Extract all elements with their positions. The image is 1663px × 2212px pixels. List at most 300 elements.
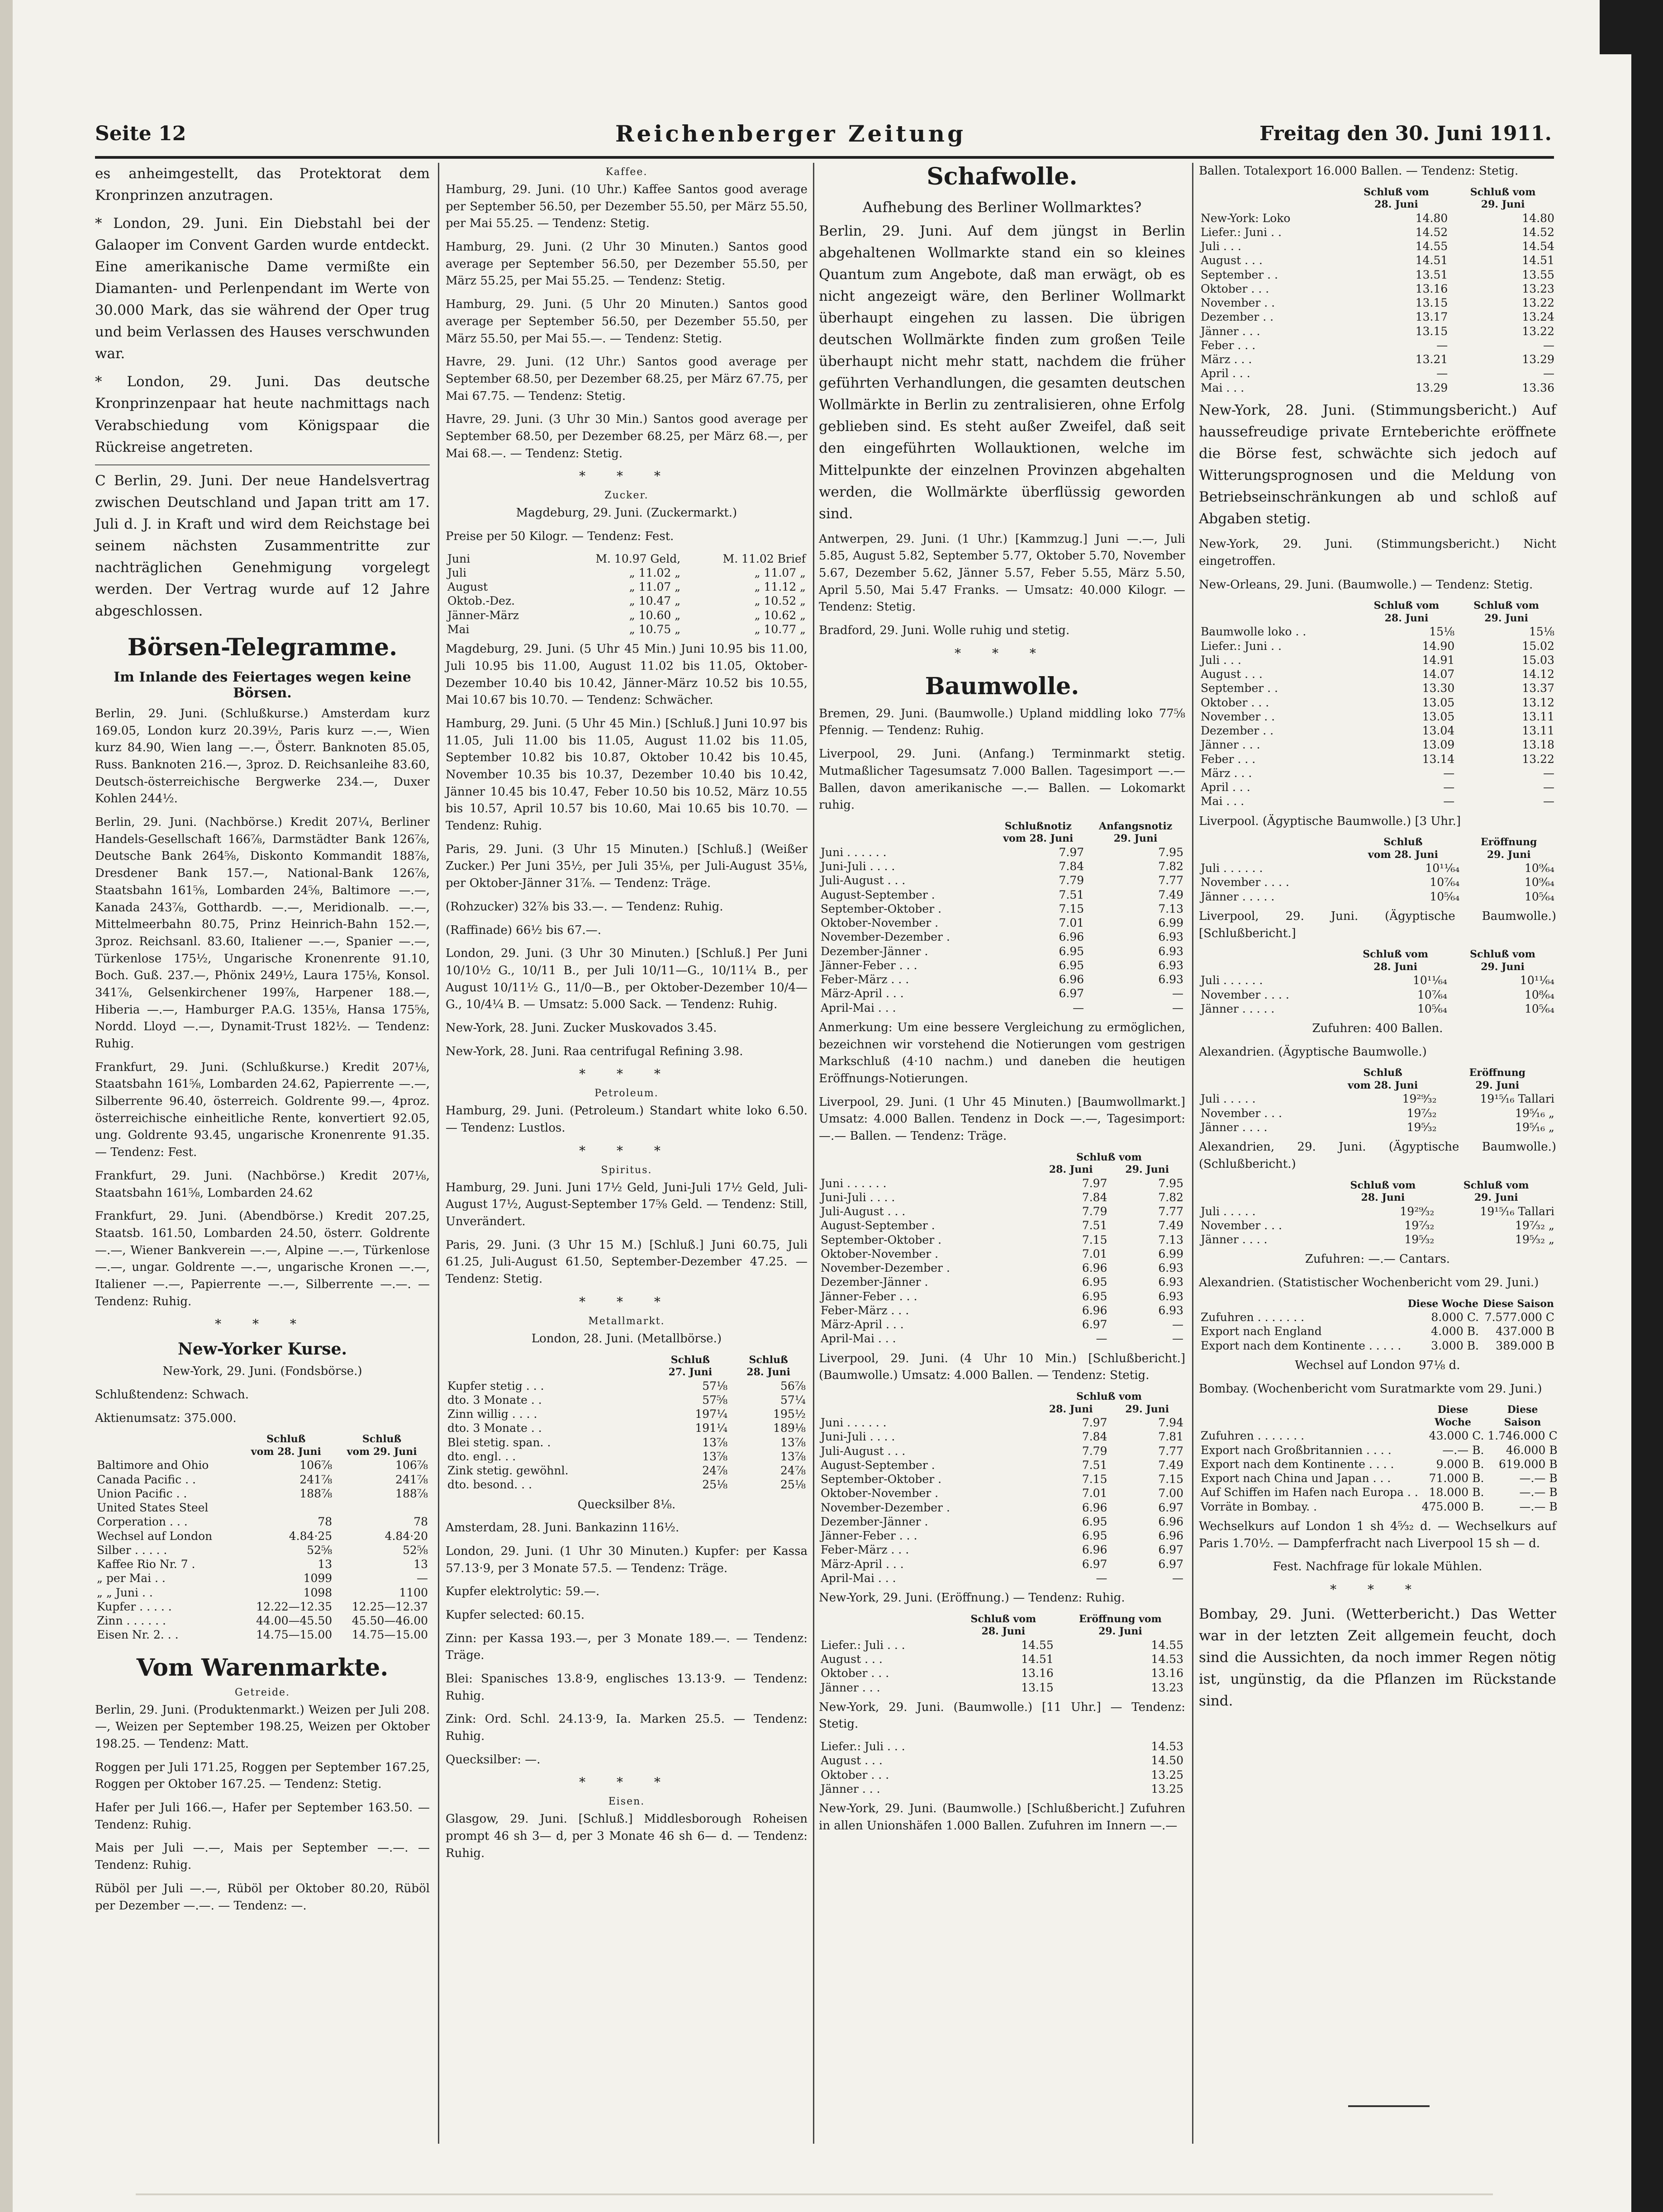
row-label: November . . . .	[1201, 876, 1289, 889]
market-tendency: Schlußtendenz: Schwach.	[95, 1388, 249, 1402]
row-value: 6.96	[1059, 973, 1084, 986]
row-label: Juli . . .	[1201, 653, 1241, 667]
row-value: 6.96	[1158, 1515, 1183, 1528]
row-value: 14.12	[1522, 668, 1554, 681]
row-value: 7.15	[1059, 902, 1084, 915]
table-row	[446, 622, 808, 636]
row-label: April-Mai . . .	[821, 1001, 896, 1014]
row-value: 19⁷⁄₃₂	[1404, 1218, 1435, 1232]
row-label: Feber . . .	[1201, 338, 1256, 352]
row-value: 19²⁹⁄₃₂	[1402, 1092, 1437, 1106]
row-value: 13	[413, 1558, 428, 1571]
row-label: Silber . . . . .	[97, 1543, 167, 1557]
row-label: August-September .	[821, 888, 935, 901]
table-row	[819, 1331, 1185, 1345]
column-header: Schluß vom	[1350, 1179, 1416, 1191]
column-header: 28. Juni	[1361, 1192, 1405, 1204]
row-value: „ 10.60 „	[629, 608, 681, 622]
row-label: April-Mai . . .	[821, 1332, 896, 1345]
table-row	[1199, 653, 1556, 667]
row-value: 14.52	[1522, 225, 1554, 239]
row-label: Kupfer . . . . .	[97, 1600, 172, 1613]
market-report: London, 29. Juni. (1 Uhr 30 Minuten.) Kupfer: per Kassa 57.13·9, per 3 Monate 57.5. — Tendenz: Träge.	[446, 1544, 808, 1575]
row-value: 57⅛	[702, 1379, 728, 1393]
market-report: Zink: Ord. Schl. 24.13·9, Ia. Marken 25.5. — Tendenz: Ruhig.	[446, 1712, 808, 1743]
table-row	[1199, 1120, 1556, 1134]
table-row	[1199, 1485, 1559, 1499]
table-row	[1199, 1500, 1559, 1514]
table-row	[819, 1515, 1185, 1529]
row-value: 7.77	[1158, 1205, 1183, 1218]
row-value: 14.90	[1422, 639, 1455, 653]
table-row	[1199, 625, 1556, 639]
table-row	[1199, 1324, 1556, 1338]
row-value: 7.79	[1082, 1444, 1107, 1458]
section-heading: Baumwolle.	[925, 672, 1079, 700]
alexandria-table-2	[1199, 1179, 1556, 1247]
sugar-price-table	[446, 552, 808, 637]
row-value: 25⅛	[702, 1478, 728, 1492]
row-value: 14.53	[1151, 1740, 1183, 1753]
article-title: Aufhebung des Berliner Wollmarktes?	[862, 199, 1142, 216]
row-value: 6.97	[1082, 1557, 1107, 1571]
table-row	[446, 1393, 808, 1407]
row-label: März . . .	[1201, 353, 1252, 366]
table-row	[819, 1303, 1185, 1317]
row-value: 10⁹⁄₆₄	[1524, 876, 1554, 889]
market-report: Bombay. (Wochenbericht vom Suratmarkte vom 29. Juni.)	[1199, 1382, 1542, 1396]
row-label: Dezember . .	[1201, 310, 1274, 324]
row-label: März . . .	[1201, 766, 1252, 780]
row-value: 15⅛	[1529, 625, 1554, 639]
row-value: 10⁵⁄₆₄	[1524, 1002, 1554, 1015]
row-label: November-Dezember .	[821, 1501, 950, 1514]
row-value: 7.95	[1158, 1176, 1183, 1190]
row-value: 4.84·25	[289, 1529, 333, 1543]
row-value: 13.55	[1522, 268, 1554, 281]
column-header: Schluß	[1383, 836, 1423, 848]
article-paragraph: * London, 29. Juni. Das deutsche Kronprinzenpaar hat heute nachmittags nach Verabschiedung vom Königspaar die Rückreise angetreten.	[95, 374, 430, 455]
row-label: „ per Mai . .	[97, 1572, 166, 1585]
article-paragraph: es anheimgestellt, das Protektorat dem Kronprinzen anzutragen.	[95, 166, 430, 204]
market-report: New-York, 29. Juni. (Stimmungsbericht.) Nicht eingetroffen.	[1199, 537, 1556, 568]
row-label: Juli . . . . . .	[1201, 974, 1263, 987]
column-header: 27. Juni	[668, 1366, 713, 1378]
row-value: „ 11.12 „	[754, 580, 806, 594]
row-label: Zufuhren . . . . . . .	[1201, 1429, 1305, 1443]
table-row	[95, 1557, 430, 1571]
table-row	[95, 1543, 430, 1557]
row-value: 25⅛	[780, 1478, 806, 1492]
row-value: 7.15	[1158, 1473, 1183, 1486]
market-report: Hamburg, 29. Juni. (5 Uhr 45 Min.) [Schluß.] Juni 10.97 bis 11.05, Juli 11.00 bis 11.05, August 11.02 bis 11.05, September 10.82 bis 10.87, Oktober 10.42 bis 10.45, November 10.35 bis 10.37, Dezember 10.40 bis 10.42, Jänner 10.45 bis 10.47, Feber 10.50 bis 10.52, März 10.55 bis 10.57, April 10.57 bis 10.60, Mai 10.65 bis 10.70. — Tendenz: Ruhig.	[446, 716, 808, 833]
article-paragraph: New-York, 28. Juni. (Stimmungsbericht.) Auf haussefreudige private Ernteberichte eröffnete die Börse fest, schwächte sich jedoch auf Witterungsprognosen und die Meldung von Betriebseinschränkungen ab und schloß auf Abgaben stetig.	[1199, 402, 1556, 527]
row-label: Juni-Juli . . . .	[821, 1190, 895, 1204]
row-value: 13.05	[1422, 696, 1455, 709]
row-label: November-Dezember .	[821, 930, 950, 944]
row-label: Oktober-November .	[821, 916, 939, 930]
separator-stars: * * *	[955, 645, 1050, 661]
section-heading: New-Yorker Kurse.	[177, 1340, 347, 1359]
row-value: 13.29	[1415, 381, 1448, 394]
ny-stock-table	[95, 1433, 430, 1642]
table-row	[95, 1571, 430, 1585]
market-report: Alexandrien. (Ägyptische Baumwolle.)	[1199, 1045, 1427, 1059]
table-row	[446, 608, 808, 622]
cotton-newyork-table-1	[819, 1613, 1185, 1695]
row-label: Jänner . . .	[821, 1681, 880, 1694]
table-row	[819, 845, 1185, 859]
row-label: Juli-August . . .	[821, 874, 906, 887]
row-value: 475.000 B.	[1421, 1500, 1484, 1513]
cotton-newyork-table-2	[819, 1739, 1185, 1796]
row-label: August-September .	[821, 1458, 935, 1472]
row-value: 14.51	[1415, 254, 1448, 267]
row-value: 10⁷⁄₆₄	[1430, 876, 1460, 889]
column-header: 29. Juni	[1113, 833, 1158, 845]
row-value: 6.99	[1158, 916, 1183, 930]
page-fold	[136, 2193, 1493, 2195]
row-label: Juni-Juli . . . .	[821, 860, 895, 873]
table-row	[819, 1416, 1185, 1430]
row-value: 14.75—15.00	[352, 1628, 428, 1642]
row-label: Liefer.: Juli . . .	[821, 1740, 905, 1753]
row-value: 13.11	[1522, 724, 1554, 738]
column-header: Schluß vom	[1473, 600, 1539, 612]
row-value: 4.000 B.	[1431, 1325, 1479, 1338]
row-value: 7.84	[1082, 1190, 1107, 1204]
article-paragraph: Berlin, 29. Juni. Auf dem jüngst in Berlin abgehaltenen Wollmarkte stand ein so kleines Quantum zum Angebote, daß man erwägt, ob es nicht angezeigt wäre, den Berliner Wollmarkt überhaupt eingehen zu lassen. Die übrigen deutschen Wollmärkte finden zum großen Teile überhaupt nicht mehr statt, nachdem die früher geführten Verhandlungen, die gesamten deutschen Wollmärkte in Berlin zu zentralisieren, ohne Erfolg geblieben sind. Es steht außer Zweifel, daß seit den eingeführten Wollauktionen, welche im Mittelpunkte der einzelnen Provinzen abgehalten werden, die Wollmärkte überflüssig geworden sind.	[819, 223, 1185, 522]
table-row	[819, 1233, 1185, 1247]
row-value: 10⁸⁄₆₄	[1524, 988, 1554, 1001]
market-report: Magdeburg, 29. Juni. (Zuckermarkt.)	[516, 506, 737, 520]
table-row	[819, 1768, 1185, 1782]
row-value: 7.82	[1158, 1190, 1183, 1204]
row-value: —	[1096, 1332, 1107, 1345]
row-label: Juni . . . . . .	[821, 1416, 887, 1430]
row-label: November . .	[1201, 710, 1275, 723]
row-value: 43.000 C.	[1429, 1429, 1484, 1443]
table-row	[819, 1557, 1185, 1571]
table-row	[1199, 253, 1556, 267]
row-label: November-Dezember .	[821, 1261, 950, 1275]
column-rule-1	[438, 163, 439, 2144]
table-row	[1199, 875, 1556, 889]
table-row	[446, 1464, 808, 1478]
table-row	[819, 1543, 1185, 1557]
column-3	[819, 163, 1185, 1841]
row-value: 7.01	[1082, 1247, 1107, 1260]
market-report: Frankfurt, 29. Juni. (Schlußkurse.) Kredit 207⅛, Staatsbahn 161⅝, Lombarden 24.62, Papierrente —.—, Silberrente 96.40, österreich. Goldrente 99.—, 4proz. österreichische einheitliche Rente, konvertiert 92.05, ung. Goldrente 93.45, ungarische Kronenrente 91.35. — Tendenz: Fest.	[95, 1060, 430, 1160]
market-report: London, 28. Juni. (Metallbörse.)	[531, 1331, 722, 1345]
footnote: Anmerkung: Um eine bessere Vergleichung zu ermöglichen, bezeichnen wir vorstehend die Notierungen vom gestrigen Markschluß (4·10 nachm.) und daneben die heutigen Eröffnungs-Notierungen.	[819, 1020, 1185, 1085]
row-label: Juni-Juli . . . .	[821, 1430, 895, 1444]
subsection-label: Getreide.	[234, 1686, 290, 1698]
row-value: 6.97	[1158, 1557, 1183, 1571]
market-report: Glasgow, 29. Juni. [Schluß.] Middlesborough Roheisen prompt 46 sh 3— d, per 3 Monate 46 sh 6— d. — Tendenz: Ruhig.	[446, 1812, 808, 1860]
column-header: Schluß	[749, 1354, 788, 1366]
row-label: März-April . . .	[821, 1318, 904, 1331]
row-label: Oktober-November .	[821, 1487, 939, 1500]
row-label: August-September .	[821, 1219, 935, 1232]
market-report: Berlin, 29. Juni. (Nachbörse.) Kredit 207¼, Berliner Handels-Gesellschaft 166⅞, Darmstädter Bank 126⅞, Deutsche Bank 264⅝, Diskonto Kommandit 188⅞, Dresdener Bank 157.—, National-Bank 126⅞, Staatsbahn 161⅝, Lombarden 24⅝, Baltimore —.—, Kanada 243⅞, Gotthardb. —.—, Meridionalb. —.—, Mittelmeerbahn 80.75, Prinz Heinrich-Bahn 152.—, 3proz. Reichsanl. 83.60, Italiener —.—, Spanier —.—, Türkenlose 175½, Ungarische Kronenrente 91.10, Boch. Guß. 237.—, Phönix 249½, Laura 175⅛, Konsol. 341⅞, Gelsenkirchener 199⅞, Harpener 188.—, Hiberia —.—, Hamburger P.A.G. 135⅛, Hansa 175⅝, Nordd. Lloyd —.—, Dynamit-Trust 182½. — Tendenz: Ruhig.	[95, 815, 430, 1051]
row-value: 14.51	[1522, 254, 1554, 267]
cotton-neworleans-table	[1199, 600, 1556, 808]
table-row	[819, 1247, 1185, 1261]
column-header: 29. Juni	[1481, 961, 1525, 973]
alexandria-table-1	[1199, 1067, 1556, 1134]
row-value: 14.55	[1415, 240, 1448, 253]
column-header: Eröffnung	[1469, 1067, 1526, 1079]
row-value: 19¹⁵⁄₁₆ Tallari	[1480, 1092, 1554, 1106]
row-label: Jänner . . .	[1201, 738, 1260, 752]
row-value: 6.93	[1158, 1303, 1183, 1317]
row-value	[238, 1501, 334, 1515]
market-report: Hamburg, 29. Juni. (5 Uhr 20 Minuten.) Santos good average per September 56.50, per Dezember 55.50, per März 55.50, per Mai 55.—. — Tendenz: Stetig.	[446, 298, 808, 346]
row-value: 10⁷⁄₆₄	[1417, 988, 1448, 1001]
market-report: Zinn: per Kassa 193.—, per 3 Monate 189.—. — Tendenz: Träge.	[446, 1631, 808, 1663]
row-value: 7.13	[1158, 902, 1183, 915]
row-value: 7.84	[1082, 1430, 1107, 1444]
column-header: 28. Juni	[1049, 1403, 1093, 1415]
table-row	[1199, 1471, 1559, 1485]
row-label: Export nach England	[1201, 1325, 1322, 1338]
row-value: 24⅞	[780, 1464, 806, 1477]
row-value: 12.25—12.37	[352, 1600, 428, 1613]
row-value: 52⅝	[402, 1543, 428, 1557]
row-value: 191¼	[695, 1421, 728, 1435]
row-label: Juli . . . . .	[1201, 1092, 1256, 1106]
table-row	[1199, 724, 1556, 738]
row-label: Liefer.: Juli . . .	[821, 1638, 905, 1652]
row-value: 18.000 B.	[1429, 1486, 1484, 1499]
market-report: Quecksilber: —.	[446, 1753, 541, 1767]
row-value: 14.91	[1422, 653, 1455, 667]
row-label: dto. 3 Monate . .	[447, 1393, 542, 1407]
row-value: 437.000 B	[1496, 1325, 1554, 1338]
market-report: (Raffinade) 66½ bis 67.—.	[446, 923, 602, 937]
row-value: 3.000 B.	[1431, 1339, 1479, 1352]
row-value: 13.21	[1415, 353, 1448, 366]
row-value: 14.07	[1422, 668, 1455, 681]
row-label: März-April . . .	[821, 987, 904, 1000]
column-header: Schluß vom	[1470, 186, 1536, 198]
row-label: Liefer.: Juni . .	[1201, 639, 1282, 653]
issue-date: Freitag den 30. Juni 1911.	[1259, 122, 1552, 145]
table-row	[1199, 366, 1556, 380]
market-report: Quecksilber 8⅛.	[577, 1497, 676, 1511]
column-header: Eröffnung vom	[1079, 1613, 1162, 1625]
row-value: 7.577.000 C	[1484, 1311, 1554, 1324]
row-value: 10⁹⁄₆₄	[1524, 862, 1554, 875]
table-row	[1199, 352, 1556, 366]
table-row	[1199, 1429, 1559, 1443]
row-label: Juli . . . . .	[1201, 1204, 1256, 1218]
market-report: New-York, 29. Juni. (Fondsbörse.)	[162, 1364, 362, 1378]
market-report: Ballen. Totalexport 16.000 Ballen. — Tendenz: Stetig.	[1199, 164, 1519, 178]
row-label: Baumwolle loko . .	[1201, 625, 1307, 639]
scan-edge-left	[0, 0, 13, 2212]
column-header: Diese Woche	[1435, 1404, 1472, 1428]
table-row	[819, 873, 1185, 887]
market-report: Preise per 50 Kilogr. — Tendenz: Fest.	[446, 530, 674, 543]
row-value: 189⅛	[773, 1421, 806, 1435]
market-report: Zufuhren: —.— Cantars.	[1305, 1252, 1450, 1266]
row-value: 7.97	[1059, 845, 1084, 859]
row-value: 10⁵⁄₆₄	[1430, 890, 1460, 903]
column-header: Schluß vom	[1364, 186, 1429, 198]
row-label: Juli	[447, 566, 467, 579]
column-header: 28. Juni	[1373, 961, 1417, 973]
row-value: 1099	[303, 1572, 333, 1585]
market-report: Hamburg, 29. Juni. Juni 17½ Geld, Juni-Juli 17½ Geld, Juli-August 17½, August-September 17⅝ Geld. — Tendenz: Still, Unverändert.	[446, 1180, 808, 1229]
row-value: 6.93	[1158, 958, 1183, 972]
row-label: Oktober . . .	[821, 1667, 889, 1680]
row-value: 13.04	[1422, 724, 1455, 738]
row-label: Export nach China und Japan . . .	[1201, 1472, 1391, 1485]
row-value: 10¹¹⁄₆₄	[1520, 974, 1554, 987]
table-row	[819, 1317, 1185, 1331]
page-header	[95, 122, 1552, 158]
column-2	[446, 163, 808, 1869]
table-row	[819, 1190, 1185, 1204]
row-value: 13⅞	[702, 1435, 728, 1449]
table-row	[95, 1628, 430, 1642]
article-paragraph: * London, 29. Juni. Ein Diebstahl bei der Galaoper im Convent Garden wurde entdeckt. Eine amerikanische Dame vermißte ein Diamanten- und Perlenpendant im Werte von 30.000 Mark, das sie während der Oper trug und beim Verlassen des Hauses verschwunden war.	[95, 215, 430, 362]
column-header: Anfangsnotiz	[1098, 820, 1173, 832]
row-label: März-April . . .	[821, 1557, 904, 1571]
cotton-liverpool-table-3	[819, 1391, 1185, 1585]
row-value: 13.14	[1422, 752, 1455, 766]
table-row	[1199, 1218, 1556, 1232]
table-row	[1199, 861, 1556, 875]
row-label: Kaffee Rio Nr. 7 .	[97, 1558, 195, 1571]
row-value: —.— B.	[1442, 1443, 1484, 1457]
closing-rule	[1348, 2105, 1430, 2107]
row-value: 7.82	[1158, 860, 1183, 873]
row-label: Dezember . .	[1201, 724, 1274, 738]
row-label: Jänner . . . .	[1201, 1120, 1268, 1134]
column-header: 29. Juni	[1487, 848, 1531, 861]
market-report: New-York, 28. Juni. Raa centrifugal Refining 3.98.	[446, 1044, 743, 1058]
market-report: Paris, 29. Juni. (3 Uhr 15 M.) [Schluß.] Juni 60.75, Juli 61.25, Juli-August 61.50, September-Dezember 47.25. — Tendenz: Stetig.	[446, 1238, 808, 1286]
section-heading: Schafwolle.	[927, 163, 1078, 190]
table-row	[1199, 752, 1556, 766]
row-value: —	[1172, 1332, 1183, 1345]
row-value: 188⅞	[299, 1487, 333, 1500]
column-header: 28. Juni	[1374, 199, 1418, 211]
row-value: 78	[318, 1515, 333, 1529]
row-value	[334, 1501, 430, 1515]
row-value: 19⁵⁄₃₂	[1404, 1233, 1435, 1246]
row-label: Eisen Nr. 2. . .	[97, 1628, 179, 1642]
row-label: April . . .	[1201, 781, 1250, 794]
row-label: Oktober-November .	[821, 1247, 939, 1260]
row-value: 6.93	[1158, 1261, 1183, 1275]
table-row	[819, 1753, 1185, 1767]
column-header: 28. Juni	[981, 1625, 1026, 1638]
table-row	[446, 552, 808, 566]
column-header: Diese Saison	[1504, 1404, 1541, 1428]
row-value: 106⅞	[395, 1459, 428, 1472]
row-value: 6.97	[1082, 1318, 1107, 1331]
row-label: November . . .	[1201, 1218, 1282, 1232]
row-value: 10¹¹⁄₆₄	[1425, 862, 1460, 875]
market-report: Berlin, 29. Juni. (Produktenmarkt.) Weizen per Juli 208.—, Weizen per September 198.25, Weizen per Oktober 198.25. — Tendenz: Matt.	[95, 1703, 430, 1751]
table-row	[95, 1586, 430, 1600]
row-value: 19⁵⁄₁₆ „	[1515, 1120, 1554, 1134]
row-label: September-Oktober .	[821, 1233, 942, 1246]
row-label: November . . .	[1201, 1106, 1282, 1120]
row-value: 71.000 B.	[1429, 1472, 1484, 1485]
row-value: —	[1543, 367, 1554, 380]
row-value: —	[1436, 338, 1448, 352]
subsection-label: Zucker.	[604, 490, 649, 502]
separator-stars: * * *	[579, 469, 674, 484]
row-label: Jänner-Feber . . .	[821, 1289, 917, 1303]
row-value: 19⁷⁄₃₂	[1406, 1106, 1437, 1120]
market-report: Bremen, 29. Juni. (Baumwolle.) Upland middling loko 77⅝ Pfennig. — Tendenz: Ruhig.	[819, 706, 1185, 738]
row-label: Mai . . .	[1201, 381, 1245, 394]
market-report: Kupfer selected: 60.15.	[446, 1608, 585, 1622]
row-label: Baltimore and Ohio	[97, 1459, 209, 1472]
row-label: April-Mai . . .	[821, 1571, 896, 1585]
row-value: 7.00	[1158, 1487, 1183, 1500]
row-value: 6.99	[1158, 1247, 1183, 1260]
column-header: Schluß	[362, 1433, 402, 1445]
table-row	[1199, 282, 1556, 296]
table-row	[819, 859, 1185, 873]
alexandria-weekly-table	[1199, 1298, 1556, 1353]
market-report: Frankfurt, 29. Juni. (Nachbörse.) Kredit 207⅛, Staatsbahn 161⅝, Lombarden 24.62	[95, 1169, 430, 1200]
row-value: 241⅞	[395, 1473, 428, 1486]
row-value: 6.96	[1158, 1529, 1183, 1543]
row-value: 10⁵⁄₆₄	[1524, 890, 1554, 903]
row-value: 45.50—46.00	[352, 1614, 428, 1628]
column-header: 28. Juni	[1384, 612, 1429, 624]
table-row	[819, 1638, 1185, 1652]
table-row	[1199, 766, 1556, 780]
row-value: 6.95	[1059, 958, 1084, 972]
row-label: Oktob.-Dez.	[447, 594, 515, 608]
row-value: 13.51	[1415, 268, 1448, 281]
column-header: Diese Woche	[1407, 1298, 1479, 1310]
row-label: Juli . . . . . .	[1201, 862, 1263, 875]
table-row	[819, 1218, 1185, 1232]
row-value: 6.93	[1158, 1275, 1183, 1289]
header-rule	[95, 156, 1554, 159]
row-value: —	[417, 1572, 428, 1585]
table-row	[1199, 296, 1556, 310]
row-value: 6.95	[1082, 1289, 1107, 1303]
column-header: Schluß	[670, 1354, 710, 1366]
row-value: 19⁵⁄₃₂	[1406, 1120, 1437, 1134]
column-header: Schluß vom	[970, 1613, 1036, 1625]
table-row	[95, 1529, 430, 1543]
column-header: 29. Juni	[1098, 1625, 1142, 1638]
row-label: August . . .	[1201, 668, 1263, 681]
table-row	[1199, 710, 1556, 724]
row-value: —.— B	[1519, 1486, 1558, 1499]
row-value: 1100	[399, 1586, 428, 1599]
market-report: Hamburg, 29. Juni. (2 Uhr 30 Minuten.) Santos good average per September 56.50, per Dezember 55.50, per März 55.25, per Mai 55.25. — Tendenz: Stetig.	[446, 240, 808, 288]
table-row	[819, 1739, 1185, 1753]
row-value: 19⁵⁄₃₂ „	[1515, 1233, 1554, 1246]
row-value: 13.36	[1522, 381, 1554, 394]
row-label: Zinn . . . . . .	[97, 1614, 166, 1628]
row-label: August . . .	[1201, 254, 1263, 267]
row-value: 106⅞	[299, 1459, 333, 1472]
